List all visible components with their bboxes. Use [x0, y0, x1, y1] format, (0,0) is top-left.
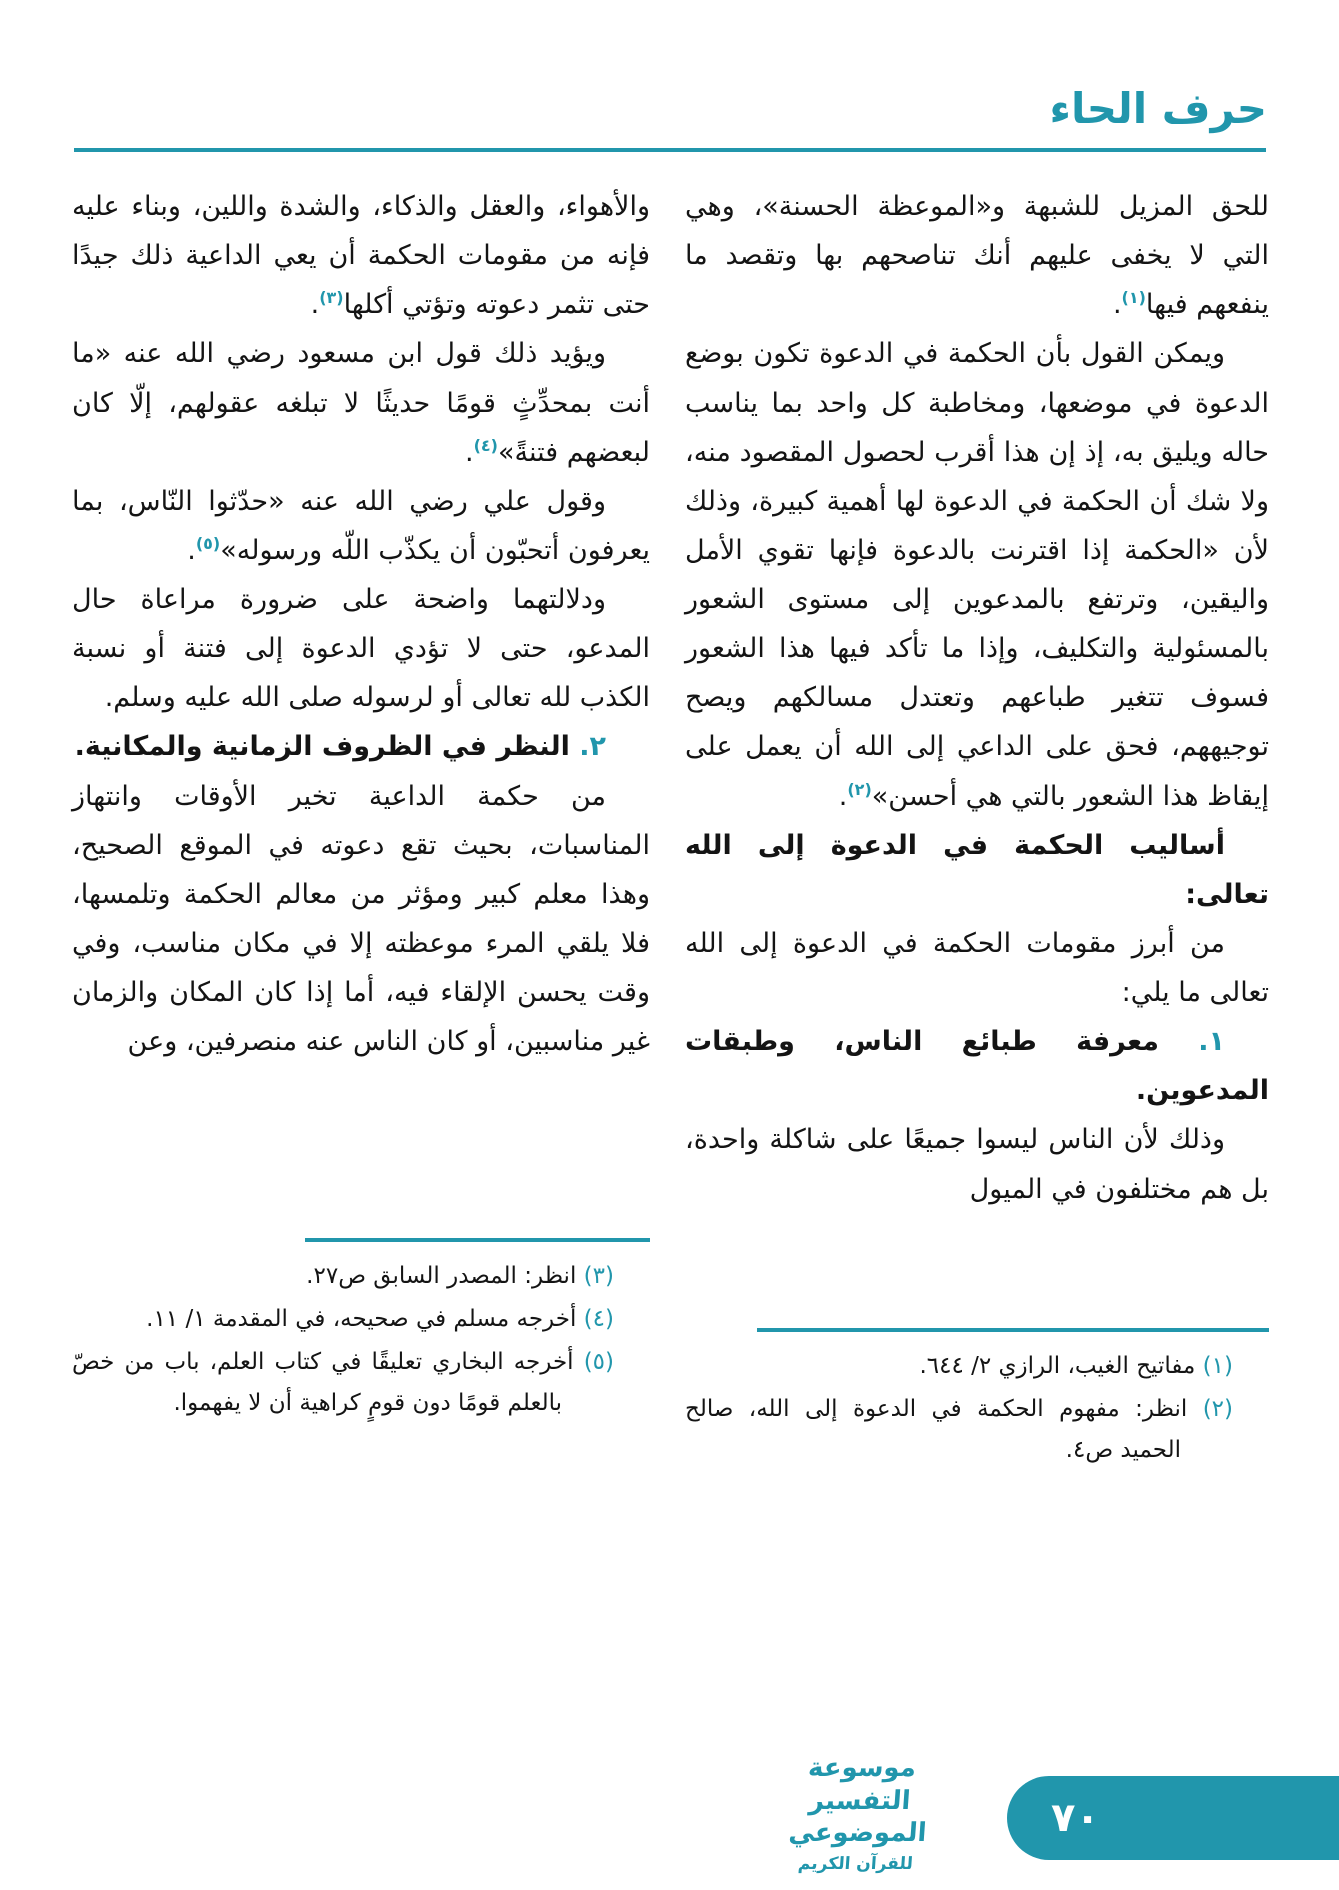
publisher-logo-text: موسوعة التفسير الموضوعي [787, 1753, 928, 1848]
paragraph [685, 329, 1269, 820]
heading-text: النظر في الظروف الزمانية والمكانية. [74, 731, 570, 763]
footnote [685, 1389, 1269, 1471]
footnote-text: انظر: مفهوم الحكمة في الدعوة إلى الله، صالح الحميد ص٤. [685, 1395, 1188, 1463]
footnote-number: (٣) [583, 1263, 614, 1289]
section-heading: أساليب الحكمة في الدعوة إلى الله تعالى: [685, 829, 1269, 910]
paragraph-text: وقول علي رضي الله عنه «حدّثوا النّاس، بما يعرفون أتحبّون أن يكذّب اللّه ورسوله» [72, 485, 650, 566]
paragraph-text: والأهواء، والعقل والذكاء، والشدة واللين، وبناء عليه فإنه من مقومات الحكمة أن يعي الداعية ذلك جيدًا حتى تثمر دعوته وتؤتي أكلها [72, 191, 650, 321]
footnote-text: أخرجه البخاري تعليقًا في كتاب العلم، باب من خصّ بالعلم قومًا دون قومٍ كراهية أن لا يفهموا. [72, 1348, 574, 1416]
paragraph-text: . [187, 534, 196, 566]
paragraph: وذلك لأن الناس ليسوا جميعًا على شاكلة واحدة، بل هم مختلفون في الميول [685, 1124, 1269, 1205]
left-footnotes [72, 1238, 650, 1426]
item-number: ١. [1198, 1026, 1226, 1058]
paragraph-text: . [465, 436, 474, 468]
paragraph [685, 182, 1269, 329]
footnote-marker: (٥) [195, 533, 221, 553]
paragraph-text: ويمكن القول بأن الحكمة في الدعوة تكون بوضع الدعوة في موضعها، ومخاطبة كل واحد بما يناسب حاله ويليق به، إذ إن هذا أقرب لحصول المقصود منه، ولا شك أن الحكمة في الدعوة لها أهمية كبيرة، وذلك لأن «الحكمة إذا اقترنت بالدعوة فإنها تقوي الأمل واليقين، وترتفع بالمدعوين إلى مستوى الشعور بالمسئولية والتكليف، وإذا ما تأكد فيها هذا الشعور فسوف تتغير طباعهم وتعتدل مسالكهم ويصح توجيههم، فحق على الداعي إلى الله أن يعمل على إيقاظ هذا الشعور بالتي هي أحسن» [685, 338, 1269, 812]
footnote-number: (٢) [1202, 1395, 1234, 1422]
footnote [72, 1299, 650, 1340]
item-number: ٢. [579, 731, 606, 763]
footnote-text: انظر: المصدر السابق ص٢٧. [306, 1263, 577, 1289]
footnote-marker: (٢) [847, 779, 872, 799]
footnote-number: (١) [1202, 1353, 1233, 1379]
left-column [72, 182, 650, 1066]
paragraph-text: للحق المزيل للشبهة و«الموعظة الحسنة»، وهي التي لا يخفى عليهم أنك تناصحهم بها وتقصد ما ينفعهم فيها [685, 191, 1269, 321]
footnote-marker: (١) [1121, 288, 1146, 308]
paragraph: ودلالتهما واضحة على ضرورة مراعاة حال المدعو، حتى لا تؤدي الدعوة إلى فتنة أو نسبة الكذب لله تعالى أو لرسوله صلى الله عليه وسلم. [72, 584, 650, 714]
footnote-marker: (٣) [319, 288, 344, 308]
paragraph: من حكمة الداعية تخير الأوقات وانتهاز المناسبات، بحيث تقع دعوته في الموقع الصحيح، وهذا معلم كبير ومؤثر من معالم الحكمة وتلمسها، فلا يلقي المرء موعظته إلا في مكان مناسب، وفي وقت يحسن الإلقاء فيه، أما إذا كان المكان والزمان غير مناسبين، أو كان الناس عنه منصرفين، وعن [72, 780, 650, 1058]
heading-text: معرفة طبائع الناس، وطبقات المدعوين. [685, 1026, 1269, 1107]
footnote-text: أخرجه مسلم في صحيحه، في المقدمة ١/ ١١. [146, 1305, 577, 1332]
footnote-separator [305, 1238, 650, 1242]
footnote [685, 1346, 1269, 1387]
publisher-logo [755, 1752, 963, 1874]
paragraph-text: . [1112, 289, 1122, 321]
right-footnotes [685, 1328, 1269, 1473]
footnote [72, 1342, 650, 1424]
publisher-logo-subtext: للقرآن الكريم [797, 1853, 914, 1874]
paragraph [72, 329, 650, 476]
footnote-number: (٤) [583, 1305, 614, 1332]
paragraph [72, 182, 650, 329]
footnote-text: مفاتيح الغيب، الرازي ٢/ ٦٤٤. [919, 1353, 1196, 1379]
chapter-header-title: حرف الحاء [1049, 84, 1267, 133]
paragraph: من أبرز مقومات الحكمة في الدعوة إلى الله تعالى ما يلي: [685, 927, 1269, 1008]
paragraph [72, 477, 650, 575]
footnote [72, 1256, 650, 1297]
footnote-separator [757, 1328, 1269, 1332]
paragraph-text: . [310, 289, 320, 321]
paragraph-text: ويؤيد ذلك قول ابن مسعود رضي الله عنه «ما أنت بمحدِّثٍ قومًا حديثًا لا تبلغه عقولهم، إلّا كان لبعضهم فتنةً» [72, 338, 650, 468]
page-number-tab [1007, 1776, 1339, 1860]
numbered-heading [72, 722, 650, 771]
paragraph-text: . [838, 780, 848, 812]
page-number: ٧٠ [1051, 1795, 1100, 1841]
right-column [685, 182, 1269, 1214]
footnote-number: (٥) [583, 1348, 615, 1375]
header-rule [74, 148, 1266, 152]
numbered-heading [685, 1017, 1269, 1115]
footnote-marker: (٤) [473, 435, 498, 455]
